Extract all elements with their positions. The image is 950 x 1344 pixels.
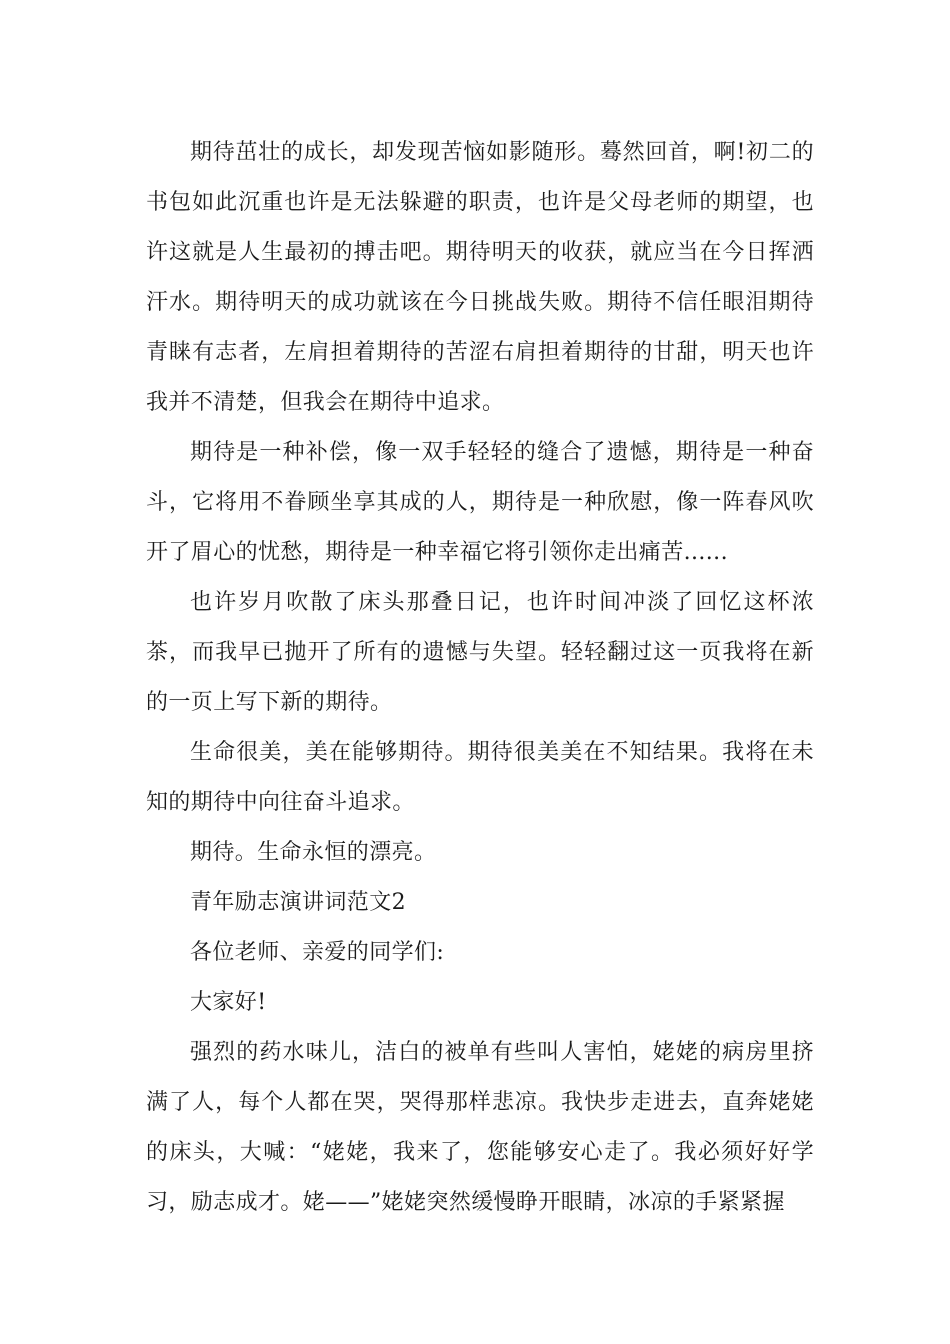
salutation: 各位老师、亲爱的同学们: (190, 940, 445, 965)
document-body (146, 128, 814, 1228)
paragraph-anticipation-definition: 期待是一种补偿，像一双手轻轻的缝合了遗憾，期待是一种奋斗，它将用不眷顾坐享其成的人，期待是一种欣慰，像一阵春风吹开了眉心的忧愁，期待是一种幸福它将引领你走出痛苦...... (146, 440, 814, 565)
paragraph-anticipation-growth: 期待茁壮的成长，却发现苦恼如影随形。蓦然回首，啊!初二的书包如此沉重也许是无法躲避的职责，也许是父母老师的期望，也许这就是人生最初的搏击吧。期待明天的收获，就应当在今日挥洒汗水。期待明天的成功就该在今日挑战失败。期待不信任眼泪期待青睐有志者，左肩担着期待的苦涩右肩担着期待的甘甜，明天也许我并不清楚，但我会在期待中追求。 (146, 140, 814, 415)
greeting: 大家好! (190, 990, 267, 1015)
paragraph-eternal-beauty: 期待。生命永恒的漂亮。 (190, 840, 437, 865)
paragraph-years-diary: 也许岁月吹散了床头那叠日记，也许时间冲淡了回忆这杯浓茶，而我早已抛开了所有的遗憾与失望。轻轻翻过这一页我将在新的一页上写下新的期待。 (146, 590, 814, 715)
section-heading: 青年励志演讲词范文2 (190, 890, 406, 915)
paragraph-life-beautiful: 生命很美，美在能够期待。期待很美美在不知结果。我将在未知的期待中向往奋斗追求。 (146, 740, 814, 815)
paragraph-hospital-story: 强烈的药水味儿，洁白的被单有些叫人害怕，姥姥的病房里挤满了人，每个人都在哭，哭得那样悲凉。我快步走进去，直奔姥姥的床头，大喊：“姥姥，我来了，您能够安心走了。我必须好好学习，励志成才。姥——”姥姥突然缓慢睁开眼睛，冰凉的手紧紧握 (146, 1040, 814, 1215)
